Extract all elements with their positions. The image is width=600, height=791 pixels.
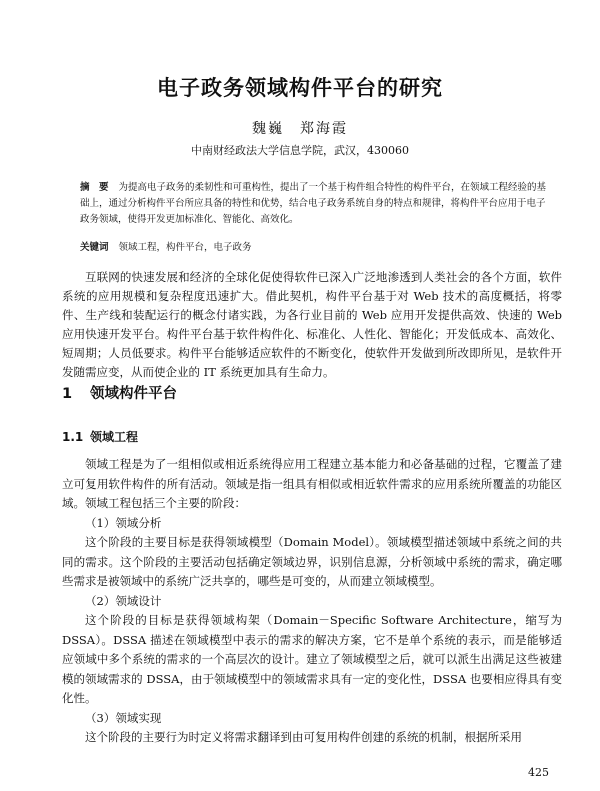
keywords xyxy=(80,240,550,256)
paper-title: 电子政务领域构件平台的研究 xyxy=(157,76,443,100)
section-heading-1 xyxy=(62,382,542,403)
list-item-domain-design: （2）领域设计 xyxy=(85,593,162,608)
body-paragraph: 领域工程是为了一组相似或相近系统得应用工程建立基本能力和必备基础的过程，它覆盖了建立可复用软件构件的所有活动。领域是指一组具有相似或相近软件需求的应用系统所覆盖的功能区域。领域工程包括三个主要的阶段： xyxy=(62,457,562,510)
list-item-domain-analysis: （1）领域分析 xyxy=(85,515,162,530)
page-number: 425 xyxy=(528,766,549,779)
keywords-label: 关键词 xyxy=(80,242,109,253)
paper-authors: 魏巍 郑海霞 xyxy=(252,121,348,137)
subsection-heading-1-1 xyxy=(62,428,542,445)
section-body xyxy=(62,455,562,748)
subsection-title: 领域工程 xyxy=(90,430,139,444)
intro-paragraph: 互联网的快速发展和经济的全球化促使得软件已深入广泛地渗透到人类社会的各个方面，软件系统的应用规模和复杂程度迅速扩大。借此契机，构件平台基于对 Web 技术的高度概括，将零件、生产线和装配运行的概念付诸实践，为各行业目前的 Web 应用开发提供高效、快速的 Web 应用快速开发平台。构件平台基于软件构件化、标准化、人性化、智能化；开发低成本、高效化、短周期；人员低要求。构件平台能够适应软件的不断变化，使软件开发做到所改即所见，是软件开发随需应变，从而使企业的 IT 系统更加具有生命力。 xyxy=(62,270,562,379)
paper-affiliation: 中南财经政法大学信息学院，武汉，430060 xyxy=(191,144,409,157)
abstract-text: 为提高电子政务的柔韧性和可重构性，提出了一个基于构件组合特性的构件平台，在领域工程经验的基础上，通过分析构件平台所应具备的特性和优势，结合电子政务系统自身的特点和规律，将构件平台应用于电子政务领域，使得开发更加标准化、智能化、高效化。 xyxy=(80,182,547,225)
body-paragraph: 这个阶段的主要行为时定义将需求翻译到由可复用构件创建的系统的机制，根据所采用 xyxy=(85,730,522,744)
body-paragraph: 这个阶段的主要目标是获得领域模型（Domain Model）。领域模型描述领域中系统之间的共同的需求。这个阶段的主要活动包括确定领域边界，识别信息源，分析领域中系统的需求，确定哪些需求是被领域中的系统广泛共享的，哪些是可变的，从而建立领域模型。 xyxy=(62,535,562,588)
abstract-label: 摘 要 xyxy=(80,182,109,193)
subsection-number: 1.1 xyxy=(62,430,84,444)
keywords-text: 领域工程，构件平台，电子政务 xyxy=(118,242,252,253)
abstract xyxy=(80,180,550,228)
list-item-domain-implementation: （3）领域实现 xyxy=(85,710,162,725)
body-paragraph: 这个阶段的目标是获得领域构架（Domain－Specific Software Architecture，缩写为 DSSA）。DSSA 描述在领域模型中表示的需求的解决方案，它不是单个系统的表示，而是能够适应领域中多个系统的需求的一个高层次的设计。建立了领域模型之后，就可以派生出满足这些被建模的领域需求的 DSSA，由于领域模型中的领域需求具有一定的变化性，DSSA 也要相应得具有变化性。 xyxy=(62,613,562,705)
section-title: 领域构件平台 xyxy=(90,386,177,402)
section-number: 1 xyxy=(62,386,73,402)
